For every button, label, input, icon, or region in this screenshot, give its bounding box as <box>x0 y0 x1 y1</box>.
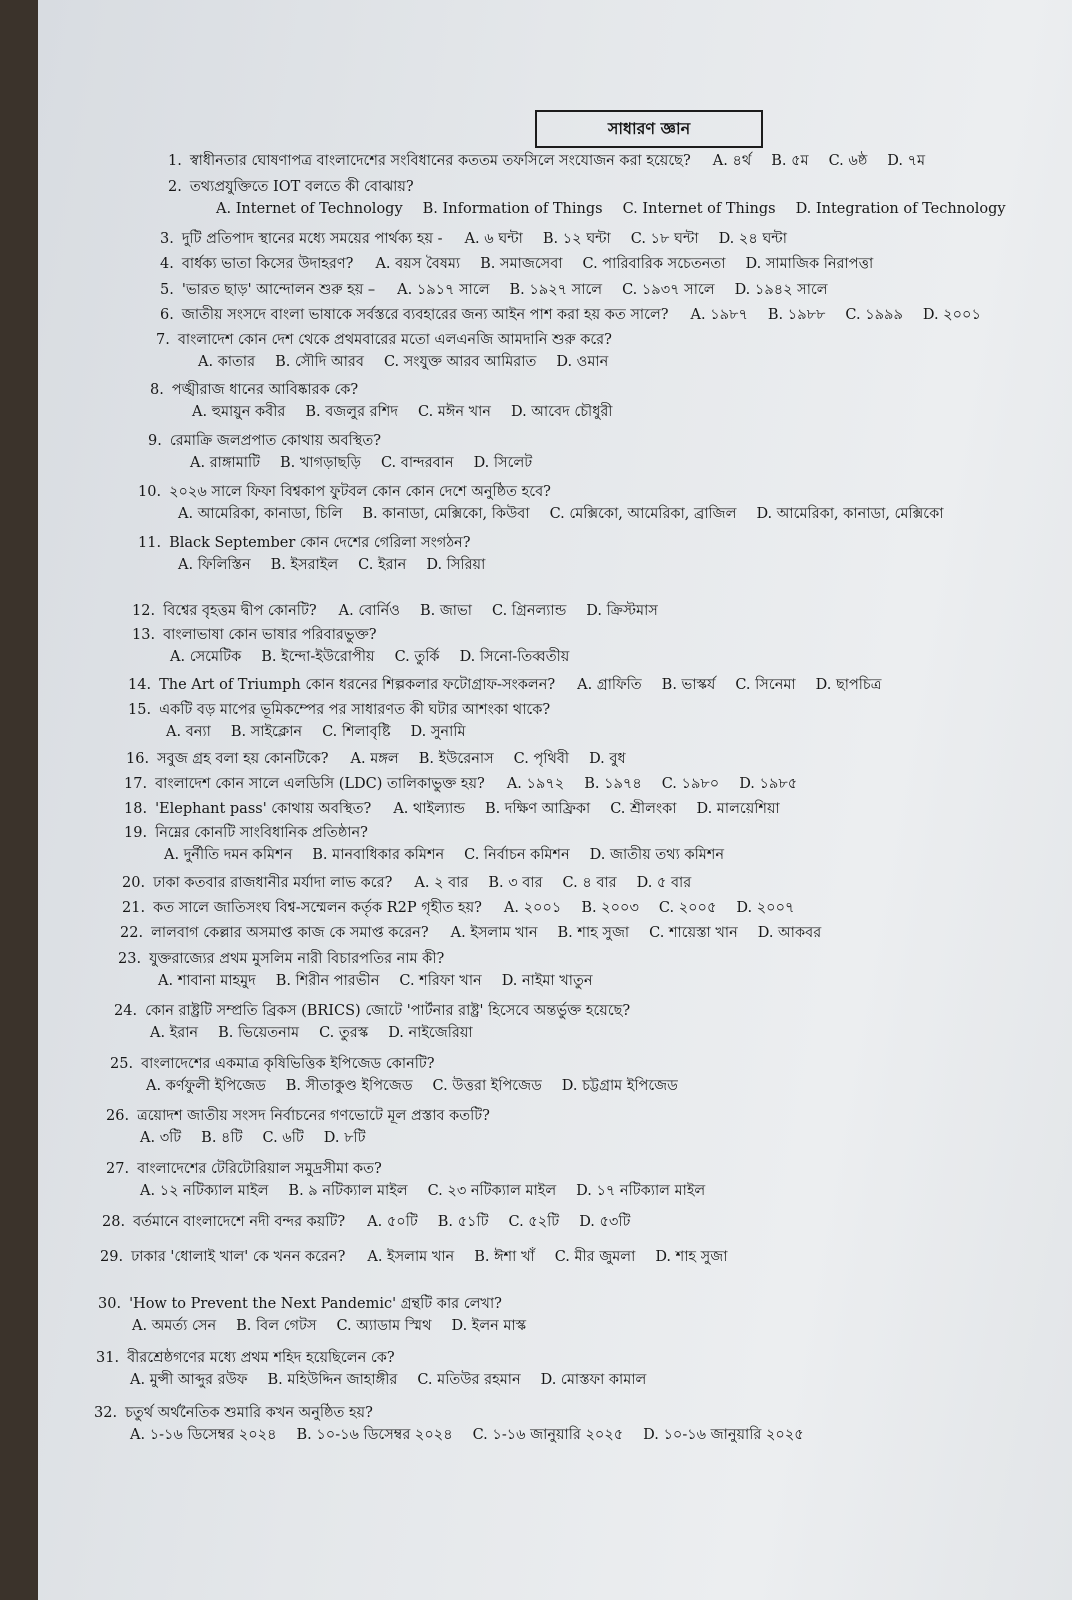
options-row <box>164 846 744 864</box>
question-text: Black September কোন দেশের গেরিলা সংগঠন? <box>169 535 471 551</box>
question-number: 7. <box>156 332 170 348</box>
option-d: D. ৫৩টি <box>579 1214 631 1230</box>
question-number: 24. <box>114 1003 138 1019</box>
exam-sheet <box>38 0 1072 1600</box>
option-d: D. নাইজেরিয়া <box>388 1025 473 1041</box>
option-a: A. হুমায়ুন কবীর <box>192 404 286 420</box>
option-b: B. ঈশা খাঁ <box>474 1249 535 1265</box>
question-number: 10. <box>138 484 162 500</box>
question-8 <box>150 381 613 420</box>
option-c: C. মীর জুমলা <box>554 1249 636 1265</box>
option-a: A. ১৯১৭ সালে <box>397 282 490 298</box>
option-d: D. সিনো-তিব্বতীয় <box>459 649 570 665</box>
option-a: A. ৫০টি <box>367 1214 418 1230</box>
page-title: সাধারণ জ্ঞান <box>535 110 763 148</box>
question-number: 17. <box>124 776 148 792</box>
question-number: 27. <box>106 1161 130 1177</box>
question-text: নিম্নের কোনটি সাংবিধানিক প্রতিষ্ঠান? <box>155 825 368 841</box>
option-b: B. ৪টি <box>201 1130 243 1146</box>
question-number: 26. <box>106 1108 130 1124</box>
option-a: A. আমেরিকা, কানাডা, চিলি <box>178 506 343 522</box>
option-d: D. ২০০১ <box>922 307 981 323</box>
option-d: D. মোস্তফা কামাল <box>540 1372 647 1388</box>
option-c: C. মেক্সিকো, আমেরিকা, ব্রাজিল <box>549 506 737 522</box>
question-13 <box>132 626 570 665</box>
option-c: C. গ্রিনল্যান্ড <box>492 603 567 619</box>
option-a: A. মুন্সী আব্দুর রউফ <box>130 1372 248 1388</box>
question-text: কত সালে জাতিসংঘ বিশ্ব-সম্মেলন কর্তৃক R2P গৃহীত হয়? <box>153 900 482 916</box>
option-d: D. ১৯৮৫ <box>739 776 798 792</box>
options-row <box>140 1129 386 1147</box>
question-28 <box>102 1213 650 1231</box>
question-27 <box>106 1160 706 1199</box>
option-a: A. ইসলাম খান <box>367 1249 455 1265</box>
question-list <box>38 0 1072 1600</box>
question-number: 5. <box>160 282 174 298</box>
question-number: 14. <box>128 677 152 693</box>
option-a: A. গ্রাফিতি <box>577 677 642 693</box>
question-30 <box>98 1295 527 1334</box>
question-20 <box>122 874 711 892</box>
option-a: A. ২ বার <box>414 875 469 891</box>
option-b: B. শাহ সুজা <box>557 925 630 941</box>
question-text: বার্ধক্য ভাতা কিসের উদাহরণ? <box>181 256 354 272</box>
question-text: ঢাকা কতবার রাজধানীর মর্যাদা লাভ করে? <box>153 875 393 891</box>
options-row <box>178 556 505 574</box>
option-a: A. কর্ণফুলী ইপিজেড <box>146 1078 266 1094</box>
question-number: 32. <box>94 1405 118 1421</box>
option-b: B. সাইক্লোন <box>230 724 303 740</box>
question-31 <box>96 1349 647 1388</box>
question-number: 28. <box>102 1214 126 1230</box>
option-d: D. ক্রিস্টমাস <box>586 603 658 619</box>
option-d: D. সুনামি <box>410 724 466 740</box>
question-number: 13. <box>132 627 156 643</box>
option-b: B. বিল গেটস <box>236 1318 317 1334</box>
question-text: বীরশ্রেষ্ঠগণের মধ্যে প্রথম শহিদ হয়েছিলেন কে? <box>127 1350 395 1366</box>
option-a: A. মঙ্গল <box>350 751 399 767</box>
option-c: C. তুরস্ক <box>319 1025 369 1041</box>
option-d: D. সামাজিক নিরাপত্তা <box>745 256 874 272</box>
option-b: B. ভিয়েতনাম <box>218 1025 300 1041</box>
options-row <box>170 648 589 666</box>
option-d: D. ইলন মাস্ক <box>451 1318 527 1334</box>
option-d: D. ১০-১৬ জানুয়ারি ২০২৫ <box>643 1427 804 1443</box>
option-c: C. নির্বাচন কমিশন <box>464 847 570 863</box>
option-c: C. মঈন খান <box>418 404 491 420</box>
option-b: B. সমাজসেবা <box>480 256 563 272</box>
option-a: A. Internet of Technology <box>216 201 403 217</box>
question-text: ২০২৬ সালে ফিফা বিশ্বকাপ ফুটবল কোন কোন দেশে অনুষ্ঠিত হবে? <box>169 484 551 500</box>
option-b: B. ২০০৩ <box>581 900 639 916</box>
options-row <box>178 505 963 523</box>
option-a: A. বোর্নিও <box>338 603 400 619</box>
option-b: B. ভাস্কর্য <box>661 677 716 693</box>
options-row <box>130 1371 666 1389</box>
option-c: C. ৪ বার <box>562 875 617 891</box>
question-number: 30. <box>98 1296 122 1312</box>
question-text: ত্রয়োদশ জাতীয় সংসদ নির্বাচনের গণভোটে মূল প্রস্তাব কতটি? <box>137 1108 490 1124</box>
option-b: B. মহিউদ্দিন জাহাঙ্গীর <box>267 1372 398 1388</box>
question-23 <box>118 950 593 989</box>
option-c: C. ইরান <box>358 557 407 573</box>
options-row <box>146 1077 698 1095</box>
question-text: ঢাকার 'ধোলাই খাল' কে খনন করেন? <box>131 1249 346 1265</box>
question-text: চতুর্থ অর্থনৈতিক শুমারি কখন অনুষ্ঠিত হয়? <box>125 1405 373 1421</box>
option-c: C. Internet of Things <box>622 201 776 217</box>
question-text: তথ্যপ্রযুক্তিতে IOT বলতে কী বোঝায়? <box>189 179 414 195</box>
option-a: A. থাইল্যান্ড <box>393 801 465 817</box>
question-3 <box>160 230 807 248</box>
question-number: 8. <box>150 382 164 398</box>
option-d: D. ১৭ নটিক্যাল মাইল <box>576 1183 706 1199</box>
question-text: যুক্তরাজ্যের প্রথম মুসলিম নারী বিচারপতির নাম কী? <box>149 951 445 967</box>
question-number: 4. <box>160 256 174 272</box>
option-a: A. বন্যা <box>166 724 211 740</box>
option-a: A. ইরান <box>150 1025 199 1041</box>
option-b: B. ইন্দো-ইউরোপীয় <box>261 649 375 665</box>
option-c: C. ৬ষ্ঠ <box>828 153 868 169</box>
option-a: A. ৩টি <box>140 1130 182 1146</box>
option-a: A. দুর্নীতি দমন কমিশন <box>164 847 293 863</box>
question-9 <box>148 432 533 471</box>
option-b: B. বজলুর রশিদ <box>305 404 398 420</box>
question-text: বাংলাদেশের টেরিটোরিয়াল সমুদ্রসীমা কত? <box>137 1161 382 1177</box>
option-a: A. শাবানা মাহমুদ <box>158 973 256 989</box>
options-row <box>166 723 486 741</box>
option-c: C. ২০০৫ <box>658 900 717 916</box>
option-b: B. খাগড়াছড়ি <box>280 455 361 471</box>
option-c: C. শ্রীলংকা <box>610 801 677 817</box>
option-b: B. কানাডা, মেক্সিকো, কিউবা <box>362 506 530 522</box>
option-a: A. ১২ নটিক্যাল মাইল <box>140 1183 269 1199</box>
question-number: 23. <box>118 951 142 967</box>
option-a: A. ফিলিস্তিন <box>178 557 251 573</box>
options-row <box>198 353 628 371</box>
option-b: B. মানবাধিকার কমিশন <box>312 847 445 863</box>
option-c: C. শরিফা খান <box>399 973 482 989</box>
question-number: 6. <box>160 307 174 323</box>
question-text: বাংলাদেশের একমাত্র কৃষিভিত্তিক ইপিজেড কোনটি? <box>141 1056 435 1072</box>
option-c: C. বান্দরবান <box>380 455 454 471</box>
option-c: C. অ্যাডাম স্মিথ <box>336 1318 432 1334</box>
option-b: B. জাভা <box>419 603 473 619</box>
question-text: 'How to Prevent the Next Pandemic' গ্রন্থটি কার লেখা? <box>129 1296 502 1312</box>
option-c: C. ১৯৯৯ <box>845 307 903 323</box>
question-text: জাতীয় সংসদে বাংলা ভাষাকে সর্বস্তরে ব্যবহারের জন্য আইন পাশ করা হয় কত সালে? <box>181 307 669 323</box>
option-d: D. ২৪ ঘন্টা <box>718 231 787 247</box>
option-a: A. বয়স বৈষম্য <box>375 256 461 272</box>
option-b: B. Information of Things <box>422 201 603 217</box>
question-17 <box>124 775 817 793</box>
option-c: C. ১৯৩৭ সালে <box>622 282 715 298</box>
option-d: D. Integration of Technology <box>795 201 1006 217</box>
question-text: বর্তমানে বাংলাদেশে নদী বন্দর কয়টি? <box>133 1214 346 1230</box>
option-c: C. ২৩ নটিক্যাল মাইল <box>427 1183 557 1199</box>
question-29 <box>100 1248 747 1266</box>
option-c: C. পারিবারিক সচেতনতা <box>582 256 726 272</box>
question-number: 29. <box>100 1249 124 1265</box>
option-a: A. ইসলাম খান <box>450 925 538 941</box>
question-number: 25. <box>110 1056 134 1072</box>
question-number: 3. <box>160 231 174 247</box>
option-c: C. সিনেমা <box>735 677 796 693</box>
option-a: A. ২০০১ <box>503 900 562 916</box>
question-5 <box>160 281 848 299</box>
question-number: 2. <box>168 179 182 195</box>
option-b: B. ১৯৮৮ <box>767 307 826 323</box>
question-1 <box>168 152 945 170</box>
option-c: C. ৫২টি <box>508 1214 560 1230</box>
question-text: পঙ্খীরাজ ধানের আবিষ্কারক কে? <box>171 382 359 398</box>
option-a: A. ৬ ঘন্টা <box>464 231 523 247</box>
question-number: 31. <box>96 1350 120 1366</box>
option-d: D. সিলেট <box>473 455 533 471</box>
option-b: B. ইউরেনাস <box>418 751 494 767</box>
question-number: 20. <box>122 875 146 891</box>
options-row <box>216 200 1026 218</box>
question-text: বাংলাভাষা কোন ভাষার পরিবারভুক্ত? <box>163 627 377 643</box>
question-number: 16. <box>126 751 150 767</box>
option-b: B. ইসরাইল <box>270 557 339 573</box>
option-a: A. রাঙ্গামাটি <box>190 455 260 471</box>
question-18 <box>124 800 800 818</box>
question-21 <box>122 899 814 917</box>
question-12 <box>132 602 678 620</box>
option-d: D. আকবর <box>757 925 822 941</box>
option-d: D. শাহ সুজা <box>655 1249 728 1265</box>
option-d: D. ৮টি <box>323 1130 366 1146</box>
question-14 <box>128 676 901 694</box>
question-text: রেমাক্রি জলপ্রপাত কোথায় অবস্থিত? <box>169 433 381 449</box>
option-d: D. আমেরিকা, কানাডা, মেক্সিকো <box>756 506 944 522</box>
question-number: 19. <box>124 825 148 841</box>
options-row <box>132 1317 546 1335</box>
options-row <box>192 403 632 421</box>
option-b: B. ১৯৭৪ <box>584 776 642 792</box>
option-c: C. উত্তরা ইপিজেড <box>432 1078 542 1094</box>
question-number: 1. <box>168 153 182 169</box>
option-a: A. ১-১৬ ডিসেম্বর ২০২৪ <box>130 1427 277 1443</box>
option-c: C. মতিউর রহমান <box>417 1372 521 1388</box>
option-d: D. বুধ <box>589 751 626 767</box>
question-11 <box>138 534 486 573</box>
question-7 <box>156 331 612 370</box>
question-text: 'Elephant pass' কোথায় অবস্থিত? <box>155 801 372 817</box>
option-d: D. মালয়েশিয়া <box>696 801 780 817</box>
question-6 <box>160 306 1001 324</box>
question-number: 22. <box>120 925 144 941</box>
option-d: D. জাতীয় তথ্য কমিশন <box>589 847 725 863</box>
question-2 <box>168 178 1006 217</box>
option-c: C. ১-১৬ জানুয়ারি ২০২৫ <box>472 1427 624 1443</box>
option-b: B. ৫১টি <box>437 1214 489 1230</box>
option-d: D. আবেদ চৌধুরী <box>510 404 613 420</box>
option-a: A. অমর্ত্য সেন <box>132 1318 217 1334</box>
question-26 <box>106 1107 490 1146</box>
option-b: B. সৌদি আরব <box>275 354 364 370</box>
option-b: B. ৯ নটিক্যাল মাইল <box>288 1183 408 1199</box>
question-text: কোন রাষ্ট্রটি সম্প্রতি ব্রিকস (BRICS) জোটে 'পার্টনার রাষ্ট্র' হিসেবে অন্তর্ভুক্ত হয়েছে? <box>145 1003 631 1019</box>
question-number: 21. <box>122 900 146 916</box>
options-row <box>150 1024 493 1042</box>
question-text: বাংলাদেশ কোন দেশ থেকে প্রথমবারের মতো এলএনজি আমদানি শুরু করে? <box>177 332 612 348</box>
option-d: D. ৫ বার <box>636 875 692 891</box>
option-c: C. ৬টি <box>262 1130 304 1146</box>
question-text: বিশ্বের বৃহত্তম দ্বীপ কোনটি? <box>163 603 317 619</box>
option-d: D. ৭ম <box>887 153 926 169</box>
option-d: D. ১৯৪২ সালে <box>734 282 828 298</box>
question-4 <box>160 255 893 273</box>
question-10 <box>138 483 944 522</box>
question-text: স্বাধীনতার ঘোষণাপত্র বাংলাদেশের সংবিধানের কততম তফসিলে সংযোজন করা হয়েছে? <box>189 153 691 169</box>
option-d: D. সিরিয়া <box>426 557 486 573</box>
option-b: B. ১২ ঘন্টা <box>542 231 611 247</box>
options-row <box>130 1426 824 1444</box>
option-b: B. দক্ষিণ আফ্রিকা <box>484 801 591 817</box>
option-c: C. তুর্কি <box>394 649 440 665</box>
question-text: দুটি প্রতিপাদ স্থানের মধ্যে সময়ের পার্থক্য হয় - <box>181 231 443 247</box>
option-c: C. সংযুক্ত আরব আমিরাত <box>383 354 537 370</box>
option-d: D. ছাপচিত্র <box>815 677 882 693</box>
options-row <box>140 1182 725 1200</box>
option-d: D. ওমান <box>556 354 609 370</box>
question-15 <box>128 701 551 740</box>
option-a: A. ১৯৮৭ <box>690 307 748 323</box>
option-b: B. শিরীন পারভীন <box>275 973 380 989</box>
question-text: লালবাগ কেল্লার অসমাপ্ত কাজ কে সমাপ্ত করেন? <box>151 925 429 941</box>
question-number: 12. <box>132 603 156 619</box>
question-number: 9. <box>148 433 162 449</box>
option-c: C. ১৮ ঘন্টা <box>630 231 699 247</box>
question-number: 11. <box>138 535 162 551</box>
question-number: 15. <box>128 702 152 718</box>
question-32 <box>94 1404 804 1443</box>
question-16 <box>126 750 646 768</box>
question-25 <box>110 1055 678 1094</box>
question-text: একটি বড় মাপের ভূমিকম্পের পর সাধারণত কী ঘটার আশংকা থাকে? <box>159 702 551 718</box>
option-c: C. শায়েস্তা খান <box>649 925 738 941</box>
option-b: B. ৫ম <box>771 153 809 169</box>
option-d: D. নাইমা খাতুন <box>501 973 593 989</box>
option-a: A. ১৯৭২ <box>506 776 565 792</box>
option-c: C. ১৯৮০ <box>661 776 720 792</box>
question-text: বাংলাদেশ কোন সালে এলডিসি (LDC) তালিকাভুক্ত হয়? <box>155 776 485 792</box>
option-b: B. সীতাকুণ্ড ইপিজেড <box>285 1078 413 1094</box>
options-row <box>158 972 613 990</box>
question-24 <box>114 1002 631 1041</box>
option-d: D. ২০০৭ <box>736 900 795 916</box>
option-a: A. ৪র্থ <box>712 153 752 169</box>
question-22 <box>120 924 841 942</box>
option-b: B. ১৯২৭ সালে <box>509 282 603 298</box>
option-a: A. কাতার <box>198 354 256 370</box>
option-a: A. সেমেটিক <box>170 649 242 665</box>
option-c: C. শিলাবৃষ্টি <box>322 724 391 740</box>
option-b: B. ১০-১৬ ডিসেম্বর ২০২৪ <box>296 1427 453 1443</box>
option-d: D. চট্টগ্রাম ইপিজেড <box>561 1078 678 1094</box>
option-c: C. পৃথিবী <box>513 751 570 767</box>
question-number: 18. <box>124 801 148 817</box>
question-19 <box>124 824 725 863</box>
option-b: B. ৩ বার <box>488 875 543 891</box>
question-text: 'ভারত ছাড়' আন্দোলন শুরু হয় – <box>181 282 376 298</box>
options-row <box>190 454 552 472</box>
question-text: সবুজ গ্রহ বলা হয় কোনটিকে? <box>157 751 329 767</box>
question-text: The Art of Triumph কোন ধরনের শিল্পকলার ফটোগ্রাফ-সংকলন? <box>159 677 556 693</box>
